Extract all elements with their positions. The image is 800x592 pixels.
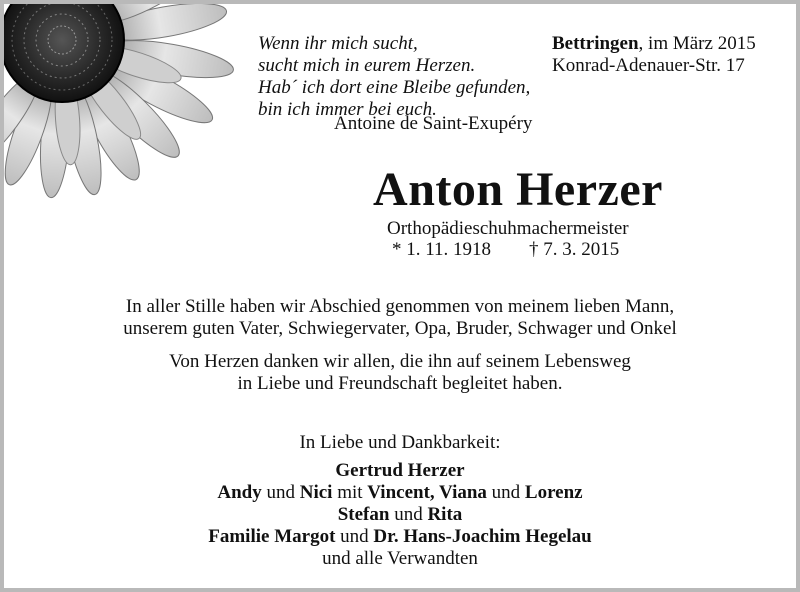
place-date — [552, 33, 756, 55]
poem-line: bin ich immer bei euch. — [258, 99, 437, 120]
text-line: in Liebe und Freundschaft begleitet haben. — [237, 373, 563, 394]
deceased-name: Anton Herzer — [373, 163, 663, 216]
family-name: Andy — [217, 482, 262, 503]
life-dates — [392, 239, 619, 261]
family-line — [4, 504, 796, 526]
text-line: In aller Stille haben wir Abschied genommen von meinem lieben Mann, — [125, 296, 675, 317]
family-name: Lorenz — [524, 482, 583, 503]
poem-line: Wenn ihr mich sucht, — [258, 33, 418, 54]
family-name: Rita — [427, 504, 463, 525]
family-name: Nici — [299, 482, 333, 503]
place-town: Bettringen — [552, 33, 639, 54]
family-name: Familie Margot — [208, 526, 336, 547]
deceased-profession: Orthopädieschuhmachermeister — [387, 218, 629, 239]
family-name: Stefan — [337, 504, 390, 525]
closing-text — [4, 432, 796, 454]
poem — [258, 33, 530, 121]
street-address: Konrad-Adenauer-Str. 17 — [552, 55, 745, 76]
family-line — [4, 460, 796, 482]
connector-word: mit — [332, 482, 368, 503]
place-date-text: , im März 2015 — [638, 33, 756, 54]
text-line: In Liebe und Dankbarkeit: — [299, 432, 501, 453]
poem-line: Hab´ ich dort eine Bleibe gefunden, — [258, 77, 531, 98]
connector-word: und — [335, 526, 374, 547]
connector-word: und — [261, 482, 300, 503]
family-line: und alle Verwandten — [322, 548, 478, 569]
family-line — [4, 526, 796, 548]
thanks-text — [4, 351, 796, 395]
death-date: † 7. 3. 2015 — [529, 239, 620, 260]
family-signatures — [4, 460, 796, 570]
birth-date: * 1. 11. 1918 — [392, 239, 492, 260]
text-line: Von Herzen danken wir allen, die ihn auf seinem Lebensweg — [169, 351, 631, 372]
farewell-text — [4, 296, 796, 340]
poem-line: sucht mich in eurem Herzen. — [258, 55, 476, 76]
family-line — [4, 482, 796, 504]
text-line: unserem guten Vater, Schwiegervater, Opa, Bruder, Schwager und Onkel — [123, 318, 677, 339]
connector-word: und — [486, 482, 525, 503]
place-and-address — [552, 33, 756, 77]
family-name: Gertrud Herzer — [335, 460, 465, 481]
poem-author: Antoine de Saint-Exupéry — [334, 113, 533, 134]
family-name: Vincent, Viana — [367, 482, 487, 503]
connector-word: und — [389, 504, 428, 525]
family-name: Dr. Hans-Joachim Hegelau — [373, 526, 592, 547]
